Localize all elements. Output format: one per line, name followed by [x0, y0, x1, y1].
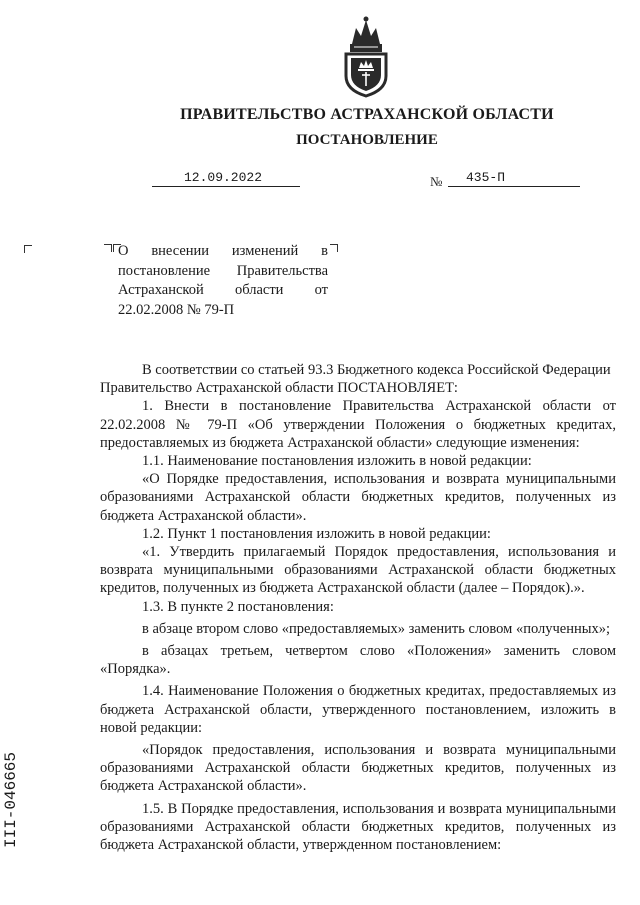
document-type: ПОСТАНОВЛЕНИЕ	[296, 132, 438, 148]
date-underline	[152, 186, 300, 187]
registration-stamp: III-046665	[2, 752, 20, 849]
paragraph: 1. Внести в постановление Правительства Астраханской области от 22.02.2008 № 79-П «Об утверждении Положения о бюджетных кредитах, предоставляемых из бюджета Астраханской области» следующие изменения:	[100, 398, 616, 451]
paragraph: в абзаце втором слово «предоставляемых» заменить словом «полученных»;	[142, 620, 611, 637]
document-date: 12.09.2022	[184, 170, 263, 185]
paragraph: 1.2. Пункт 1 постановления изложить в новой редакции:	[142, 525, 491, 542]
paragraph: 1.5. В Порядке предоставления, использования и возврата муниципальными образованиями Астраханской области бюджетных кредитов, полученных из бюджета Астраханской области, утвержденном постановлением:	[100, 800, 616, 854]
paragraph: в абзацах третьем, четвертом слово «Положения» заменить словом «Порядка».	[100, 643, 616, 678]
corner-mark	[24, 245, 32, 253]
paragraph: В соответствии со статьей 93.3 Бюджетного кодекса Российской Федерации	[142, 362, 611, 378]
corner-mark	[104, 244, 112, 252]
number-sign: №	[430, 174, 443, 189]
paragraph: «Порядок предоставления, использования и возврата муниципальными образованиями Астраханской области бюджетных кредитов, полученных из бюджета Астраханской области».	[100, 742, 616, 795]
number-underline	[448, 186, 580, 187]
paragraph: Правительство Астраханской области ПОСТАНОВЛЯЕТ:	[100, 380, 458, 397]
document-subject: О внесении изменений в постановление Правительства Астраханской области от 22.02.2008 № 79-П	[118, 243, 328, 318]
coat-of-arms-icon	[332, 14, 400, 98]
paragraph: 1.1. Наименование постановления изложить в новой редакции:	[142, 453, 532, 470]
paragraph: «О Порядке предоставления, использования и возврата муниципальными образованиями Астраханской области бюджетных кредитов, полученных из бюджета Астраханской области».	[100, 471, 616, 524]
document-body	[100, 361, 616, 854]
paragraph: 1.4. Наименование Положения о бюджетных кредитах, предоставляемых из бюджета Астраханской области, утвержденного постановлением, изложить в новой редакции:	[100, 683, 616, 736]
paragraph: 1.3. В пункте 2 постановления:	[142, 598, 334, 615]
government-title: ПРАВИТЕЛЬСТВО АСТРАХАНСКОЙ ОБЛАСТИ	[180, 106, 554, 123]
document-number: 435-П	[466, 170, 506, 185]
paragraph: «1. Утвердить прилагаемый Порядок предоставления, использования и возврата муниципальными образованиями Астраханской области бюджетных кредитов, полученных из бюджета Астраханской области (далее – Порядок).».	[100, 544, 616, 597]
corner-mark	[330, 244, 338, 252]
